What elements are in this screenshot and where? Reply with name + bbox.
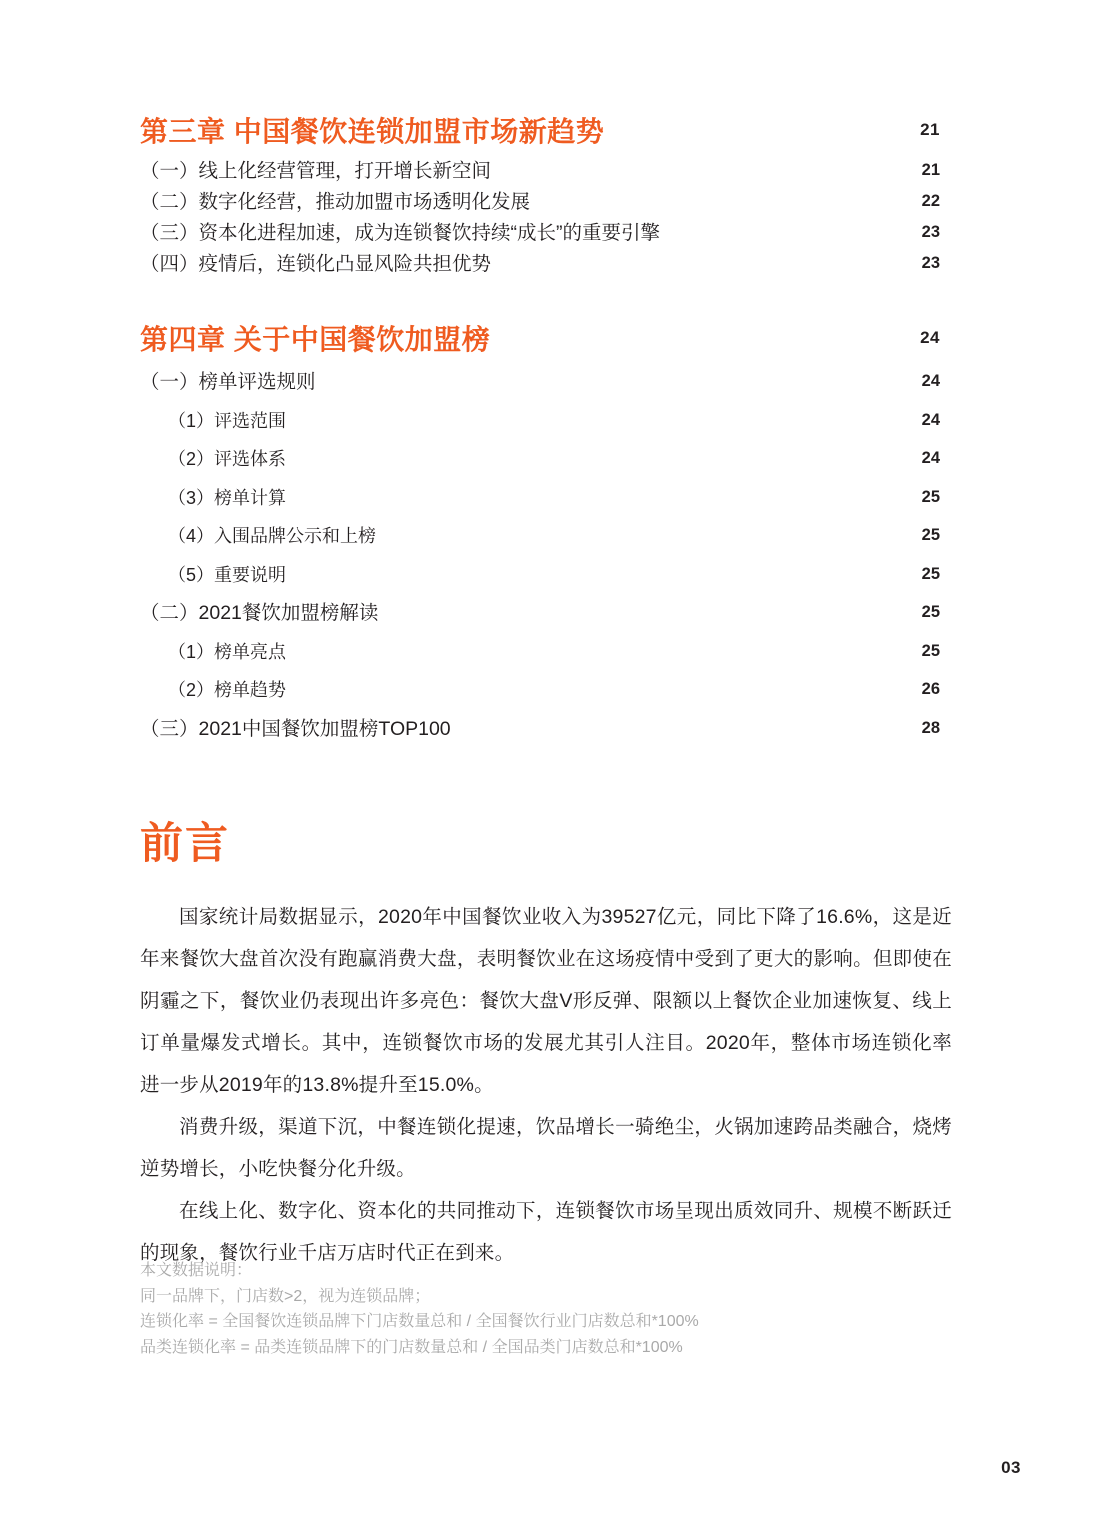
toc-entry-label: （4）入围品牌公示和上榜 — [168, 526, 377, 546]
toc-entry-page: 25 — [921, 487, 940, 506]
toc-entry-label: （5）重要说明 — [168, 564, 287, 585]
toc-entry-label: （二）2021餐饮加盟榜解读 — [140, 602, 379, 624]
toc-entry-page: 25 — [921, 564, 940, 583]
toc-entry[interactable] — [140, 156, 940, 187]
preface-paragraph: 消费升级，渠道下沉，中餐连锁化提速，饮品增长一骑绝尘，火锅加速跨品类融合，烧烤逆势增长，小吃快餐分化升级。 — [140, 1116, 952, 1180]
toc-group-chapter-4 — [140, 364, 940, 749]
toc-entry[interactable] — [140, 711, 940, 750]
toc-entry[interactable] — [140, 218, 940, 249]
toc-chapter-page-3: 21 — [920, 120, 940, 139]
data-note-line: 本文数据说明： — [140, 1262, 253, 1279]
data-note-line: 品类连锁化率 = 品类连锁品牌下的门店数量总和 / 全国品类门店数总和*100% — [140, 1338, 683, 1356]
toc-entry-page: 24 — [921, 410, 940, 429]
toc-entry-page: 21 — [921, 161, 940, 179]
toc-entry[interactable] — [140, 595, 940, 634]
preface-title: 前言 — [140, 820, 230, 868]
toc-entry[interactable] — [140, 672, 940, 711]
toc-entry-page: 24 — [921, 449, 940, 467]
toc-entry-label: （四）疫情后，连锁化凸显风险共担优势 — [140, 253, 492, 275]
toc-entry-page: 22 — [921, 192, 940, 210]
toc-entry-label: （1）榜单亮点 — [168, 641, 287, 662]
toc-entry-label: （2）榜单趋势 — [168, 680, 287, 700]
page-number: 03 — [1001, 1458, 1021, 1477]
toc-entry-label: （3）榜单计算 — [168, 487, 287, 508]
toc-entry[interactable] — [140, 441, 940, 480]
table-of-contents — [140, 112, 940, 749]
toc-entry-page: 23 — [921, 254, 940, 272]
toc-entry[interactable] — [140, 557, 940, 596]
toc-entry-label: （2）评选体系 — [168, 449, 287, 469]
toc-entry[interactable] — [140, 518, 940, 557]
toc-entry-label: （三）2021中国餐饮加盟榜TOP100 — [140, 717, 451, 740]
toc-entry-page: 23 — [921, 223, 940, 241]
preface-paragraph: 在线上化、数字化、资本化的共同推动下，连锁餐饮市场呈现出质效同升、规模不断跃迁的现象，餐饮行业千店万店时代正在到来。 — [140, 1200, 952, 1264]
toc-chapter-heading-4[interactable] — [140, 320, 940, 364]
toc-entry-page: 26 — [921, 680, 940, 698]
toc-entry[interactable] — [140, 480, 940, 519]
toc-entry-label: （一）榜单评选规则 — [140, 371, 316, 393]
toc-entry-label: （一）线上化经营管理，打开增长新空间 — [140, 160, 492, 182]
toc-group-chapter-3 — [140, 156, 940, 280]
toc-entry-page: 25 — [921, 526, 940, 544]
toc-entry-page: 28 — [921, 718, 940, 737]
toc-entry-label: （1）评选范围 — [168, 410, 287, 431]
toc-entry[interactable] — [140, 187, 940, 218]
toc-entry[interactable] — [140, 403, 940, 442]
data-notes — [140, 1258, 952, 1360]
toc-chapter-page-4: 24 — [920, 328, 940, 347]
preface-paragraph: 国家统计局数据显示，2020年中国餐饮业收入为39527亿元，同比下降了16.6%，这是近年来餐饮大盘首次没有跑赢消费大盘，表明餐饮业在这场疫情中受到了更大的影响。但即使在阴霾之下，餐饮业仍表现出许多亮色：餐饮大盘V形反弹、限额以上餐饮企业加速恢复、线上订单量爆发式增长。其中，连锁餐饮市场的发展尤其引人注目。2020年，整体市场连锁化率进一步从2019年的13.8%提升至15.0%。 — [140, 906, 952, 1096]
data-note-line: 连锁化率 = 全国餐饮连锁品牌下门店数量总和 / 全国餐饮行业门店数总和*100% — [140, 1313, 699, 1330]
toc-entry[interactable] — [140, 364, 940, 403]
toc-chapter-title-3: 第三章 中国餐饮连锁加盟市场新趋势 — [140, 116, 605, 147]
toc-entry-page: 25 — [921, 603, 940, 621]
toc-entry[interactable] — [140, 634, 940, 673]
toc-chapter-title-4: 第四章 关于中国餐饮加盟榜 — [140, 324, 491, 355]
toc-entry[interactable] — [140, 249, 940, 280]
data-note-line: 同一品牌下，门店数>2，视为连锁品牌； — [140, 1287, 431, 1305]
preface-section — [140, 818, 952, 1274]
toc-chapter-heading-3[interactable] — [140, 112, 940, 156]
toc-entry-label: （二）数字化经营，推动加盟市场透明化发展 — [140, 191, 531, 213]
toc-entry-page: 24 — [921, 372, 940, 390]
toc-entry-page: 25 — [921, 641, 940, 660]
toc-chapter-spacer — [140, 280, 940, 320]
toc-entry-label: （三）资本化进程加速，成为连锁餐饮持续“成长”的重要引擎 — [140, 222, 660, 244]
